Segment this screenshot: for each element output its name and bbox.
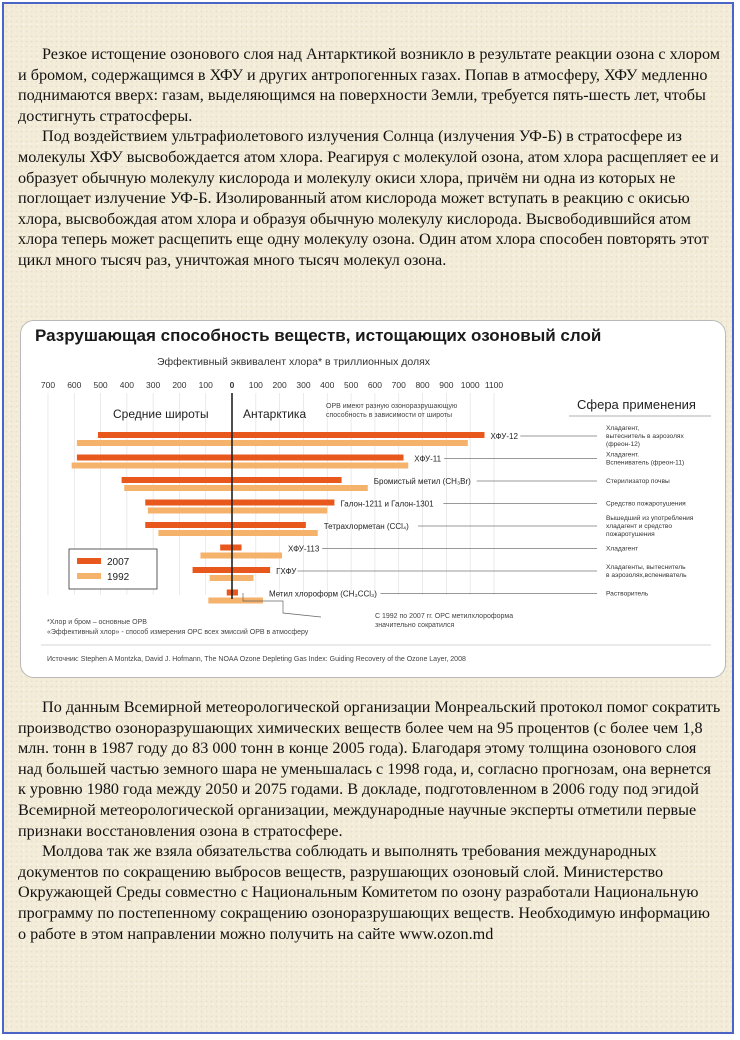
paragraph: Молдова так же взяла обязательства соблюдать и выполнять требования международных документов по сокращению выбросов веществ, разрушающих озоновый слой. Министерство Окружающей Среды совместно с Национальным Комитетом по озону разработали Национальную программу по постепенному сокращению озоноразрушающих веществ. Необходимую информацию о работе в этом направлении можно получить на сайте www.ozon.md xyxy=(18,842,710,943)
usage-label: Хладагент. xyxy=(606,451,640,459)
tick-label-right: 100 xyxy=(248,380,263,390)
footnote-line2: «Эффективный хлор» - способ измерения ОРС всех эмиссий ОРВ в атмосферу xyxy=(47,629,309,636)
usage-label: хладагент и средство xyxy=(606,523,673,530)
paragraph: Резкое истощение озонового слоя над Антарктикой возникло в результате реакции озона с хлором и бромом, содержащимся в ХФУ и других антропогенных газах. Попав в атмосферу, ХФУ медленно поднимаются вверх: газам, выделяющимся на поверхности Земли, требуется пять-шесть лет, чтобы достигнуть стратосферы. xyxy=(18,45,720,125)
substance-label: Метил хлороформ (CH₃CCl₃) xyxy=(268,589,377,599)
bar-1992 xyxy=(200,553,282,559)
chart-tick-labels xyxy=(41,380,504,390)
usage-label: Хладагенты, вытеснитель xyxy=(606,564,686,571)
bar-2007 xyxy=(220,545,241,551)
ozone-chart xyxy=(21,321,726,678)
usage-label: Растворитель xyxy=(606,590,649,598)
bar-1992 xyxy=(158,530,317,536)
annotation-line2: значительно сократился xyxy=(375,622,455,629)
tick-label-right: 1100 xyxy=(484,380,504,390)
usage-labels xyxy=(606,425,694,598)
substance-label: ХФУ-12 xyxy=(490,432,518,441)
bar-2007 xyxy=(77,455,404,461)
bar-1992 xyxy=(148,508,327,514)
usage-label: Хладагент, xyxy=(606,425,640,432)
usage-label: в аэрозолях,вспениватель xyxy=(606,572,687,579)
legend-swatch-2007 xyxy=(77,558,101,564)
paragraph: По данным Всемирной метеорологической организации Монреальский протокол помог сократить производство озоноразрушающих химических веществ более чем на 95 процентов (с более чем 1,8 млн. тонн в 1987 году до 83 000 тонн в конце 2005 года). Благодаря этому толщина озонового слоя над большей частью земного шара не уменьшалась с 1998 года, и, согласно прогнозам, она вернется к уровню 1980 года между 2050 и 2075 годами. В докладе, подготовленном в 2006 году под эгидой Всемирной метеорологической организации, международные научные эксперты отметили первые признаки восстановления озона в стратосфере. xyxy=(18,698,721,840)
bar-1992 xyxy=(124,485,368,491)
bar-1992 xyxy=(77,440,468,446)
right-region-note-line2: способность в зависимости от широты xyxy=(326,412,453,419)
tick-label-right: 500 xyxy=(343,380,359,390)
bar-2007 xyxy=(145,500,334,506)
usage-label: Стерилизатор почвы xyxy=(606,478,670,485)
substance-label: Галон-1211 и Галон-1301 xyxy=(340,499,434,509)
tick-label-right: 800 xyxy=(415,380,430,390)
legend-label-2007: 2007 xyxy=(107,557,130,568)
usage-label: Вспениватель (фреон-11) xyxy=(606,459,685,467)
chart-subtitle: Эффективный эквивалент хлора* в триллионных долях xyxy=(157,356,431,368)
substance-label: ХФУ-113 xyxy=(288,544,320,554)
right-region-label: Антарктика xyxy=(243,407,307,421)
tick-label-left: 400 xyxy=(119,380,134,390)
tick-label-right: 400 xyxy=(320,380,335,390)
right-region-note-line1: ОРВ имеют разную озоноразрушающую xyxy=(326,403,458,410)
bar-2007 xyxy=(145,522,306,528)
tick-label-left: 500 xyxy=(93,380,108,390)
substance-label: ХФУ-11 xyxy=(414,454,442,464)
tick-label-right: 300 xyxy=(296,380,311,390)
chart-legend xyxy=(69,549,157,589)
usage-label: (фреон-12) xyxy=(606,441,640,448)
legend-swatch-1992 xyxy=(77,573,101,579)
usage-label: Средство пожаротушения xyxy=(606,500,686,508)
sphere-header: Сфера применения xyxy=(577,397,696,412)
tick-label-right: 0 xyxy=(229,380,235,390)
chart-source: Источник: Stephen A Montzka, David J. Hofmann, The NOAA Ozone Depleting Gas Index: Guiding Recovery of the Ozone Layer, 2008 xyxy=(47,656,466,663)
chart-title: Разрушающая способность веществ, истощающих озоновый слой xyxy=(35,326,602,345)
annotation-line1: С 1992 по 2007 гг. ОРС метилхлороформа xyxy=(375,613,514,620)
usage-label: Хладагент xyxy=(606,545,639,553)
bar-1992 xyxy=(72,463,409,469)
legend-label-1992: 1992 xyxy=(107,572,130,583)
paragraph: Под воздействием ультрафиолетового излучения Солнца (излучения УФ-Б) в стратосфере из молекулы ХФУ высвобождается атом хлора. Реагируя с молекулой озона, атом хлора расщепляет ее и образует обычную молекулу кислорода и молекулу окиси хлора, причём ни одна из которых не поглощает излучение УФ-Б. Изолированный атом кислорода может вступать в реакцию с окисью хлора, высвобождая атом хлора и образуя обычную молекулу кислорода. Высвободившийся атом хлора теперь может расщепить еще одну молекулу озона. Один атом хлора способен повторять этот цикл много тысяч раз, уничтожая много тысяч молекул озона. xyxy=(18,127,719,269)
tick-label-right: 600 xyxy=(367,380,383,390)
text-block-top xyxy=(18,44,722,271)
bar-1992 xyxy=(208,598,263,604)
substance-label: Тетрахлорметан (CCl₄) xyxy=(323,522,409,531)
usage-label: пожаротушения xyxy=(606,531,655,538)
footnote-line1: *Хлор и бром – основные ОРВ xyxy=(47,619,147,626)
tick-label-left: 300 xyxy=(146,380,161,390)
tick-label-left: 100 xyxy=(198,380,213,390)
tick-label-right: 900 xyxy=(439,380,454,390)
ozone-chart-figure xyxy=(20,320,726,678)
tick-label-left: 600 xyxy=(67,380,82,390)
document-page xyxy=(2,2,734,1034)
substance-label: Бромистый метил (CH₃Br) xyxy=(373,477,471,486)
substance-label: ГХФУ xyxy=(276,567,297,576)
tick-label-right: 1000 xyxy=(460,380,480,390)
left-region-label: Средние широты xyxy=(113,407,209,421)
usage-label: вытеснитель в аэрозолях xyxy=(606,433,684,440)
tick-label-left: 700 xyxy=(40,380,56,390)
tick-label-left: 200 xyxy=(172,380,187,390)
text-block-bottom xyxy=(18,697,722,944)
usage-label: Вышедший из употребления xyxy=(606,515,694,522)
bar-2007 xyxy=(98,432,485,438)
tick-label-right: 200 xyxy=(272,380,287,390)
tick-label-right: 700 xyxy=(391,380,406,390)
